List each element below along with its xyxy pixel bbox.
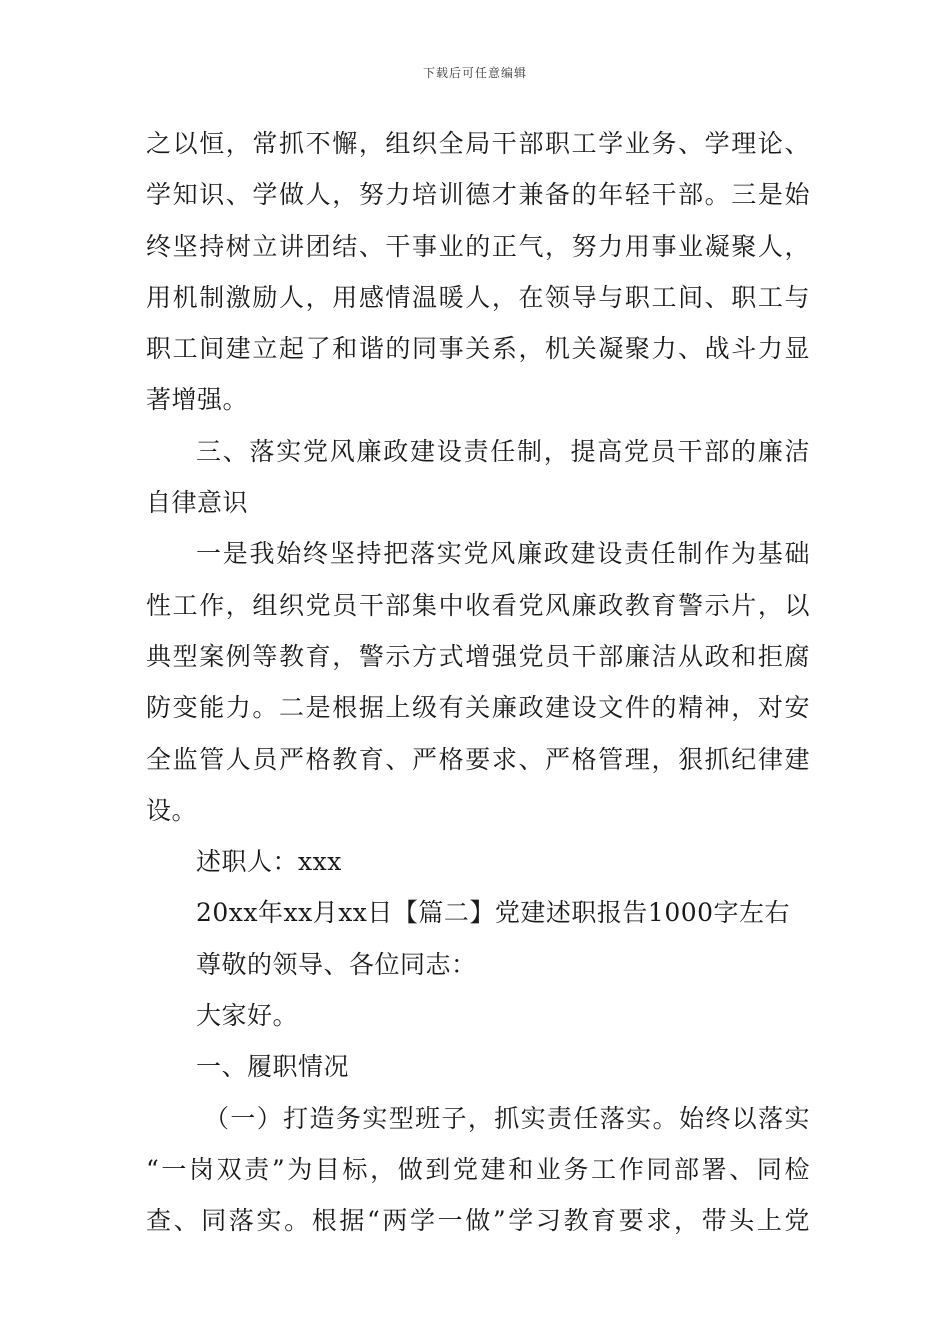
paragraph-line: 全监管人员严格教育、严格要求、严格管理，狠抓纪律建 [146, 744, 810, 774]
subsection-heading: （一）打造务实型班子，抓实责任落实。始终以落实 [204, 1103, 810, 1133]
paragraph-line: 终坚持树立讲团结、干事业的正气，努力用事业凝聚人， [146, 231, 810, 261]
salutation: 尊敬的领导、各位同志： [196, 949, 477, 979]
page-header: 下载后可任意编辑 [422, 66, 527, 80]
paragraph-line: 学知识、学做人，努力培训德才兼备的年轻干部。三是始 [146, 180, 810, 210]
document-body [146, 118, 810, 1247]
section-heading: 三、落实党风廉政建设责任制，提高党员干部的廉洁 [196, 436, 810, 466]
section-heading: 一、履职情况 [196, 1052, 350, 1082]
section-heading: 自律意识 [146, 488, 249, 518]
paragraph-line: 用机制激励人，用感情温暖人，在领导与职工间、职工与 [146, 282, 810, 312]
paragraph-line: 职工间建立起了和谐的同事关系，机关凝聚力、战斗力显 [146, 334, 810, 364]
paragraph-line: 性工作，组织党员干部集中收看党风廉政教育警示片，以 [146, 590, 810, 620]
reporter-line: 述职人：xxx [196, 847, 342, 877]
paragraph-line: 典型案例等教育，警示方式增强党员干部廉洁从政和拒腐 [146, 641, 810, 671]
paragraph-line: 著增强。 [146, 385, 249, 415]
paragraph-line: 防变能力。二是根据上级有关廉政建设文件的精神，对安 [146, 693, 810, 723]
paragraph-line: 查、同落实。根据“两学一做”学习教育要求，带头上党 [146, 1206, 810, 1236]
paragraph-line: 一是我始终坚持把落实党风廉政建设责任制作为基础 [196, 539, 810, 569]
greeting: 大家好。 [196, 1001, 299, 1031]
paragraph-line: 设。 [146, 795, 198, 825]
date-title-line: 20xx年xx月xx日【篇二】党建述职报告1000字左右 [196, 898, 791, 928]
paragraph-line: “一岗双责”为目标，做到党建和业务工作同部署、同检 [146, 1154, 810, 1184]
paragraph-line: 之以恒，常抓不懈，组织全局干部职工学业务、学理论、 [146, 129, 810, 158]
